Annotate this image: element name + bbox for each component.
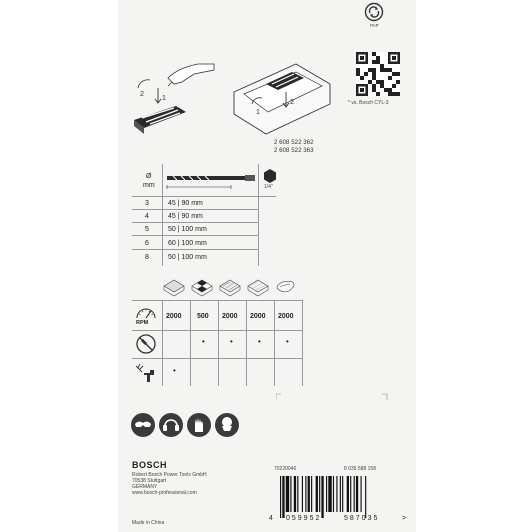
wood-material-icon (220, 280, 240, 296)
tile-material-icon (192, 280, 212, 296)
diameter-symbol: Ø (146, 173, 152, 180)
diameter-value: 3 (145, 200, 149, 207)
company-website[interactable]: www.bosch-professional.com (132, 490, 197, 496)
barcode-digits: 587035 (344, 515, 380, 522)
company-country: GERMANY (132, 484, 158, 490)
material-icons (162, 276, 302, 298)
barcode-bar (297, 476, 298, 512)
suitability-dot: • (286, 337, 289, 346)
barcode-bar (333, 476, 334, 512)
suitability-dot: • (258, 337, 261, 346)
barcode-end: > (402, 515, 407, 522)
table-divider (162, 164, 163, 266)
barcode-digits: 059952 (286, 515, 322, 522)
table-divider (246, 300, 247, 386)
barcode-bar (328, 476, 331, 512)
safety-icons (130, 412, 240, 438)
plastic-material-icon (277, 281, 294, 291)
qr-code[interactable] (356, 52, 400, 96)
barcode-bar (342, 476, 343, 512)
brand-logo: BOSCH (132, 460, 168, 470)
article-number-1: 2 608 522 362 (274, 139, 314, 146)
barcode-bar (347, 476, 349, 512)
barcode-bar (321, 476, 323, 518)
barcode-bar (308, 476, 310, 512)
svg-text:1: 1 (162, 95, 166, 102)
unit-label: mm (143, 182, 155, 189)
hammer-drill-icon (134, 362, 158, 384)
barcode-bar (311, 476, 312, 512)
recycle-icon (364, 2, 384, 22)
diameter-value: 4 (145, 213, 149, 220)
suitability-dot: • (173, 366, 176, 375)
ean-code-short: 8 035 588 158 (344, 466, 376, 472)
suitability-dot: • (230, 337, 233, 346)
barcode-bar (286, 476, 289, 512)
crop-mark (276, 388, 388, 396)
drill-bit-illustration (165, 170, 257, 192)
company-street: 70538 Stuttgart (132, 478, 167, 484)
table-divider (132, 249, 258, 250)
table-divider (302, 300, 303, 386)
made-in-label: Made in China (132, 520, 165, 526)
barcode-bar (319, 476, 320, 512)
length-value: 45 | 90 mm (168, 213, 203, 220)
barcode-bar (294, 476, 296, 512)
rpm-value: 2000 (222, 313, 238, 320)
table-divider (132, 196, 276, 197)
barcode-bar (326, 476, 327, 512)
barcode-bar (280, 476, 281, 518)
table-divider (218, 300, 219, 386)
barcode-bar (316, 476, 318, 512)
article-number-2: 2 608 522 363 (274, 147, 314, 154)
barcode-digit: 4 (269, 515, 273, 522)
concrete-material-icon (164, 280, 184, 296)
ear-protection-icon (159, 413, 183, 437)
table-divider (258, 164, 259, 266)
table-divider (132, 330, 302, 331)
no-hammer-icon (135, 333, 157, 355)
table-divider (132, 222, 258, 223)
hex-size-label: 1/4" (264, 184, 273, 190)
hand-protection-icon (187, 413, 211, 437)
barcode-bar (356, 476, 358, 512)
table-divider (274, 300, 275, 386)
rpm-value: 2000 (278, 313, 294, 320)
packaging-card (118, 0, 416, 532)
length-value: 50 | 100 mm (168, 226, 207, 233)
barcode-bar (365, 476, 366, 518)
rpm-value: 500 (197, 313, 209, 320)
table-divider (132, 358, 302, 359)
table-divider (132, 209, 258, 210)
recycle-label: PAP (370, 23, 379, 28)
rpm-label: RPM (136, 320, 149, 326)
svg-text:2: 2 (140, 91, 144, 98)
eye-protection-icon (131, 413, 155, 437)
table-divider (162, 300, 163, 386)
company-name: Robert Bosch Power Tools GmbH (132, 472, 207, 478)
length-value: 60 | 100 mm (168, 240, 207, 247)
barcode-bar (290, 476, 291, 512)
metal-material-icon (248, 280, 268, 296)
diameter-value: 5 (145, 226, 149, 233)
barcode-bar (302, 476, 303, 512)
length-value: 50 | 100 mm (168, 254, 207, 261)
compatibility-note: * vs. Bosch CYL-3 (348, 100, 389, 106)
suitability-dot: • (202, 337, 205, 346)
barcode-bar (350, 476, 351, 512)
barcode-bar (336, 476, 337, 512)
barcode-bar (354, 476, 355, 512)
svg-text:2: 2 (290, 99, 294, 106)
rpm-value: 2000 (250, 313, 266, 320)
speedometer-icon (134, 304, 158, 320)
hex-shank-icon (262, 168, 278, 184)
barcode-bar (305, 476, 306, 512)
barcode[interactable] (278, 476, 400, 518)
barcode-bar (361, 476, 362, 512)
product-code: 70220046 (274, 466, 297, 472)
case-illustration (226, 52, 336, 142)
diameter-value: 8 (145, 254, 149, 261)
barcode-bar (340, 476, 341, 512)
table-divider (132, 235, 258, 236)
barcode-bar (282, 476, 284, 518)
svg-text:1: 1 (256, 109, 260, 116)
dust-mask-icon (215, 413, 239, 437)
insert-bit-illustration (128, 58, 218, 138)
table-divider (190, 300, 191, 386)
rpm-value: 2000 (166, 313, 182, 320)
table-divider (132, 300, 302, 301)
diameter-value: 6 (145, 240, 149, 247)
length-value: 45 | 90 mm (168, 200, 203, 207)
